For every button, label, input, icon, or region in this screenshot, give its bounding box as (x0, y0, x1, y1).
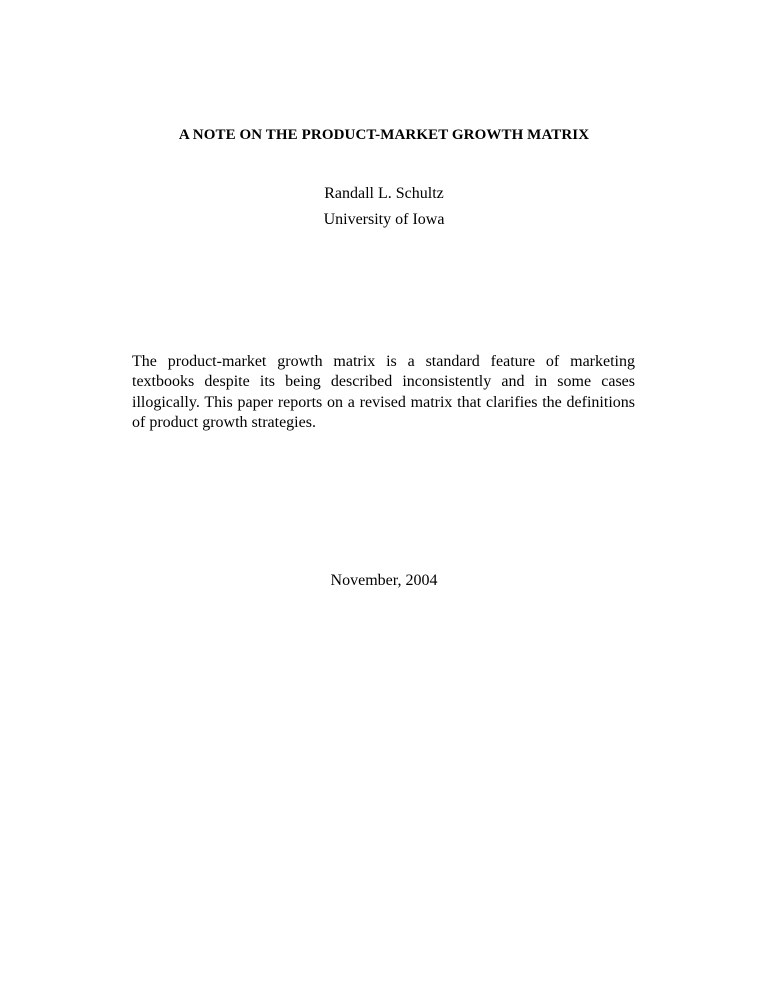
publication-date: November, 2004 (330, 572, 438, 589)
paper-title: A NOTE ON THE PRODUCT-MARKET GROWTH MATRIX (178, 127, 590, 143)
abstract-text: The product-market growth matrix is a standard feature of marketing textbooks despite its being described inconsistently and in some cases illogically. This paper reports on a revised matrix that clarifies the definitions of product growth strategies. (132, 353, 635, 431)
author-affiliation: University of Iowa (323, 211, 445, 228)
author-name: Randall L. Schultz (324, 185, 444, 202)
